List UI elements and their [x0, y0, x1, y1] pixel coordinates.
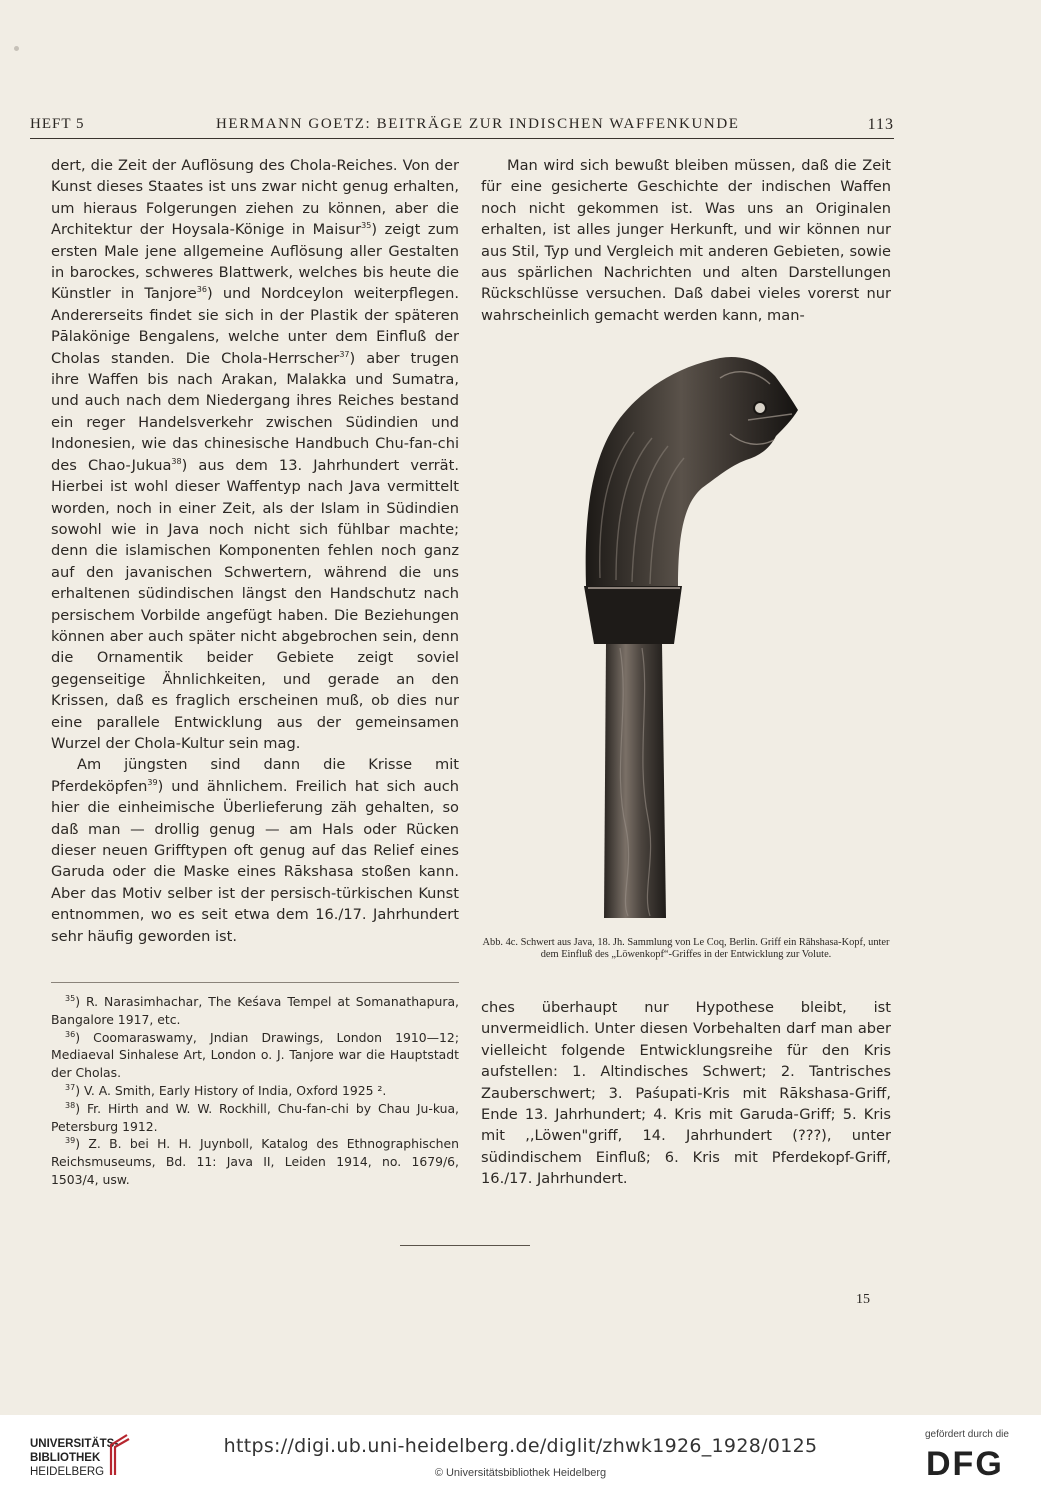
footnote-number: 37 — [65, 1082, 76, 1092]
copyright: © Universitätsbibliothek Heidelberg — [434, 1467, 607, 1479]
library-name-line: BIBLIOTHEK — [30, 1452, 101, 1464]
text-run: ) aber trugen ihre Waffen bis nach Arakan, Malakka und Sumatra, und auch nach dem Niedergang ihres Reiches bestand ein reger Handelsverkehr zwischen Südindien und Indonesien, wie das chinesische Handbuch Chu-fan-chi des Chao-Jukua — [51, 349, 459, 474]
end-rule — [400, 1245, 530, 1246]
issue-label: HEFT 5 — [30, 116, 85, 132]
permalink[interactable]: https://digi.ub.uni-heidelberg.de/diglit/zhwk1926_1928/0125 — [223, 1435, 818, 1457]
scan-dust — [14, 46, 19, 51]
footnote-ref[interactable]: 35 — [361, 221, 372, 231]
footnote-number: 35 — [65, 993, 76, 1003]
footnote-text: ) Fr. Hirth and W. W. Rockhill, Chu-fan-chi by Chau Ju-kua, Petersburg 1912. — [51, 1100, 459, 1134]
footnote-35 — [51, 993, 459, 1029]
footnote-36 — [51, 1029, 459, 1082]
footnote-ref[interactable]: 37 — [339, 349, 350, 359]
text-run: Am jüngsten sind dann die Krisse mit Pferdeköpfen — [51, 756, 459, 795]
footnote-37 — [51, 1082, 459, 1100]
footnote-text: ) Coomaraswamy, Jndian Drawings, London 1910—12; Mediaeval Sinhalese Art, London o. J. Tanjore war die Hauptstadt der Cholas. — [51, 1029, 459, 1081]
journal-page-number: 113 — [867, 116, 894, 133]
footnote-number: 39 — [65, 1136, 76, 1146]
hilt — [586, 357, 798, 586]
footnote-38 — [51, 1100, 459, 1136]
eye — [754, 402, 766, 414]
text-run: ) und ähnlichem. Freilich hat sich auch hier die einheimische Überlieferung zäh gehalten, so daß man — drollig genug — am Hals oder Rücken dieser neuen Grifftypen oft genug auf das Relief eines Garuda oder die Maske eines Rākshasa stoßen kann. Aber das Motiv selber ist der persisch-türkischen Kunst entnommen, wo es seit etwa dem 16./17. Jahrhundert sehr häufig geworden ist. — [51, 777, 459, 945]
footnote-39 — [51, 1135, 459, 1188]
footnote-text: ) R. Narasimhachar, The Keśava Tempel at Somanathapura, Bangalore 1917, etc. — [51, 994, 459, 1027]
footnote-ref[interactable]: 39 — [147, 777, 158, 787]
footnote-divider — [51, 982, 459, 983]
right-column-bottom — [481, 997, 891, 1190]
kris-hilt-figure — [570, 348, 810, 922]
viewer-footer — [0, 1415, 1041, 1494]
ferrule — [584, 586, 682, 644]
running-title: HERMANN GOETZ: BEITRÄGE ZUR INDISCHEN WAFFENKUNDE — [216, 116, 740, 132]
left-column — [51, 155, 459, 947]
right-column-top — [481, 155, 891, 326]
footnote-ref[interactable]: 36 — [196, 285, 207, 295]
right-paragraph-1: Man wird sich bewußt bleiben müssen, daß die Zeit für eine gesicherte Geschichte der indischen Waffen noch nicht gekommen ist. Was uns an Originalen erhalten, ist alles junger Herkunft, und wir können nur aus Stil, Typ und Vergleich mit anderen Gebieten, sowie aus spärlichen Nachrichten und alten Darstellungen Rückschlüsse versuchen. Daß dabei vieles vorerst nur wahrscheinlich gemacht werden kann, man- — [481, 157, 891, 324]
text-run: dert, die Zeit der Auflösung des Chola-Reiches. Von der Kunst dieses Staates ist uns zwar nicht genug erhalten, um hieraus Folgerungen ziehen zu können, aber die Architektur der Hoysala-Könige in Maisur — [51, 157, 459, 239]
library-name-line: HEIDELBERG — [30, 1466, 105, 1478]
left-paragraph-2 — [51, 754, 459, 947]
running-header — [30, 108, 894, 139]
text-run: ) aus dem 13. Jahrhundert verrät. Hierbei ist wohl dieser Waffentyp nach Java vermittelt worden, noch in einer Zeit, als der Islam in Südindien sowohl wie in Java noch nicht sich fühlbar machte; denn die islamischen Komponenten fehlen noch ganz auf den javanischen Schwertern, während die uns erhaltenen südindischen längst den Handschutz nach persischem Vorbilde angefügt haben. Die Beziehungen können aber auch später nicht abgebrochen sein, denn die Ornamentik beider Gebiete zeigt soviel gegenseitige Ähnlichkeiten, und gerade an den Krissen, daß es fraglich erscheinen muß, ob dies nur eine parallele Entwicklung aus der gemeinsamen Wurzel der Chola-Kultur sein mag. — [51, 456, 459, 752]
footnote-text: ) Z. B. bei H. H. Juynboll, Katalog des Ethnographischen Reichsmuseums, Bd. 11: Java II, Leiden 1914, no. 1679/6, 1503/4, usw. — [51, 1136, 459, 1187]
dfg-logo[interactable]: DFG — [926, 1445, 1004, 1483]
blade — [604, 643, 666, 918]
text-run: ) zeigt zum ersten Male jene allgemeine Auflösung aller Gestalten in barockes, schweres Blattwerk, welches bis heute die Künstler in Tanjore — [51, 221, 460, 303]
right-paragraph-2: ches überhaupt nur Hypothese bleibt, ist unvermeidlich. Unter diesen Vorbehalten darf man aber vielleicht folgende Entwicklungsreihe für den Kris aufstellen: 1. Altindisches Schwert; 2. Tantrisches Zauberschwert; 3. Paśupati-Kris mit Rākshasa-Griff, Ende 13. Jahrhundert; 4. Kris mit Garuda-Griff; 5. Kris mit ,,Löwen"griff, 14. Jahrhundert (???), unter südindischem Einfluß; 6. Kris mit Pferdekopf-Griff, 16./17. Jahrhundert. — [481, 999, 891, 1188]
footnotes — [51, 993, 459, 1189]
funding-note: gefördert durch die — [925, 1429, 1009, 1440]
footnote-number: 38 — [65, 1100, 76, 1110]
sheet-number: 15 — [856, 1292, 870, 1307]
text-run: ) und Nordceylon weiterpflegen. Andererseits findet sie sich in der Plastik der späteren Pālakönige Bengalens, welche unter dem Einfluß der Cholas standen. Die Chola-Herrscher — [51, 285, 459, 367]
footnote-ref[interactable]: 38 — [171, 456, 182, 466]
left-paragraph-1 — [51, 155, 459, 754]
figure-caption: Abb. 4c. Schwert aus Java, 18. Jh. Sammlung von Le Coq, Berlin. Griff ein Rāhshasa-Kopf, unter dem Einfluß des „Löwenkopf“-Griffes in der Entwicklung zur Volute. — [482, 937, 890, 960]
library-name-line: UNIVERSITÄTS- — [30, 1438, 119, 1450]
footnote-text: ) V. A. Smith, Early History of India, Oxford 1925 ². — [75, 1082, 387, 1098]
footnote-number: 36 — [65, 1029, 76, 1039]
